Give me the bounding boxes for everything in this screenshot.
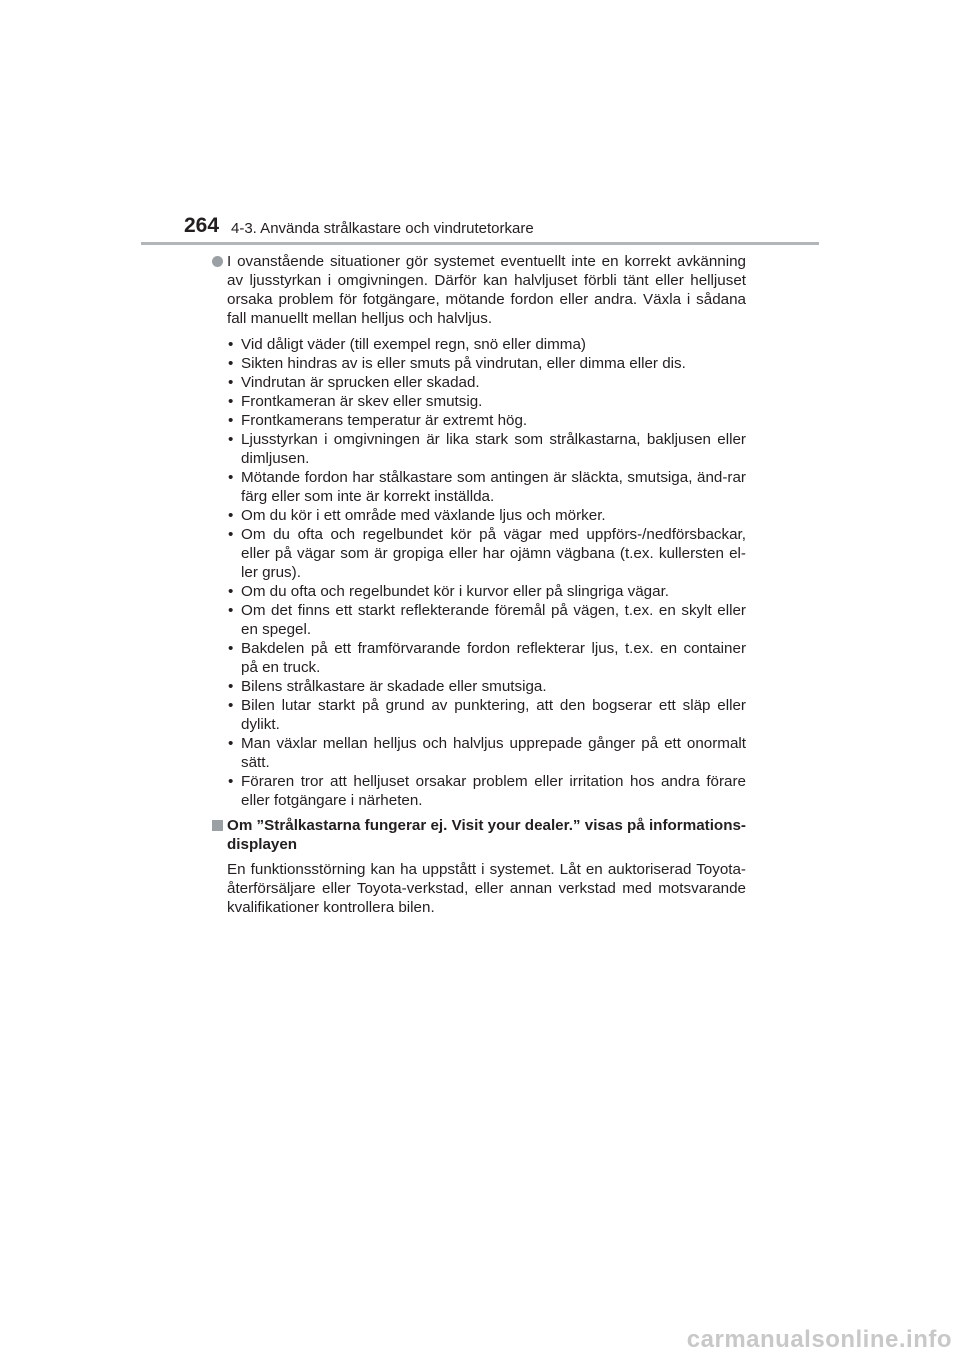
list-item [212,601,746,639]
list-item-text: Ljusstyrkan i omgivningen är lika stark som strålkastarna, bakljusen eller dimljusen. [241,431,746,467]
lead-paragraph [212,252,746,328]
list-item [212,696,746,734]
bullet-mark: • [228,393,234,410]
list-item [212,468,746,506]
bullet-mark: • [228,526,234,543]
watermark: carmanualsonline.info [686,1326,952,1353]
list-item-text: Bakdelen på ett framförvarande fordon reflekterar ljus, t.ex. en container på en truck. [241,640,746,676]
bullet-mark: • [228,469,234,486]
condition-list [212,335,746,810]
section-title: 4-3. Använda strålkastare och vindrutetorkare [231,220,534,237]
section-body: En funktionsstörning kan ha uppstått i systemet. Låt en auktoriserad Toyota-återförsäljare eller Toyota-verkstad, eller annan verkstad med motsvarande kvalifikationer kontrollera bilen. [227,861,746,916]
section-heading [212,816,746,854]
list-item [212,772,746,810]
list-item [212,411,746,430]
list-item-text: Vid dåligt väder (till exempel regn, snö eller dimma) [241,336,586,353]
header-rule [141,242,819,245]
list-item-text: Om du ofta och regelbundet kör i kurvor eller på slingriga vägar. [241,583,670,600]
section-heading-text: Om ”Strålkastarna fungerar ej. Visit your dealer.” visas på informations-displayen [227,817,746,853]
list-item-text: Om det finns ett starkt reflekterande föremål på vägen, t.ex. en skylt eller en spegel. [241,602,746,638]
list-item-text: Frontkamerans temperatur är extremt hög. [241,412,528,429]
lead-text: I ovanstående situationer gör systemet eventuellt inte en korrekt avkänning av ljusstyrkan i omgivningen. Därför kan halvljuset förbli tänt eller helljuset orsaka problem för fotgängare, mötande fordon eller andra. Växla i sådana fall manuellt mellan helljus och halvljus. [227,253,746,327]
list-item [212,506,746,525]
bullet-mark: • [228,678,234,695]
page-content [212,252,746,917]
square-bullet-icon [212,820,223,831]
circle-bullet-icon [212,256,223,267]
bullet-mark: • [228,374,234,391]
list-item [212,354,746,373]
list-item-text: Man växlar mellan helljus och halvljus upprepade gånger på ett onormalt sätt. [241,735,746,771]
list-item-text: Mötande fordon har stålkastare som antingen är släckta, smutsiga, änd-rar färg eller som inte är korrekt inställda. [241,469,746,505]
bullet-mark: • [228,507,234,524]
list-item [212,677,746,696]
list-item [212,582,746,601]
list-item-text: Bilens strålkastare är skadade eller smutsiga. [241,678,547,695]
bullet-mark: • [228,602,234,619]
bullet-mark: • [228,735,234,752]
list-item [212,430,746,468]
list-item-text: Om du kör i ett område med växlande ljus och mörker. [241,507,606,524]
list-item [212,392,746,411]
list-item-text: Bilen lutar starkt på grund av punktering, att den bogserar ett släp eller dylikt. [241,697,746,733]
list-item-text: Om du ofta och regelbundet kör på vägar med uppförs-/nedförsbackar, eller på vägar som är gropiga eller har ojämn vägbana (t.ex. kullersten el-ler grus). [241,526,746,581]
list-item-text: Frontkameran är skev eller smutsig. [241,393,483,410]
bullet-mark: • [228,336,234,353]
list-item-text: Vindrutan är sprucken eller skadad. [241,374,480,391]
list-item [212,734,746,772]
list-item-text: Sikten hindras av is eller smuts på vindrutan, eller dimma eller dis. [241,355,686,372]
list-item [212,335,746,354]
list-item-text: Föraren tror att helljuset orsakar problem eller irritation hos andra förare eller fotgängare i närheten. [241,773,746,809]
bullet-mark: • [228,431,234,448]
list-item [212,373,746,392]
bullet-mark: • [228,412,234,429]
list-item [212,525,746,582]
bullet-mark: • [228,583,234,600]
bullet-mark: • [228,697,234,714]
page-number: 264 [184,214,220,237]
bullet-mark: • [228,640,234,657]
list-item [212,639,746,677]
bullet-mark: • [228,355,234,372]
bullet-mark: • [228,773,234,790]
